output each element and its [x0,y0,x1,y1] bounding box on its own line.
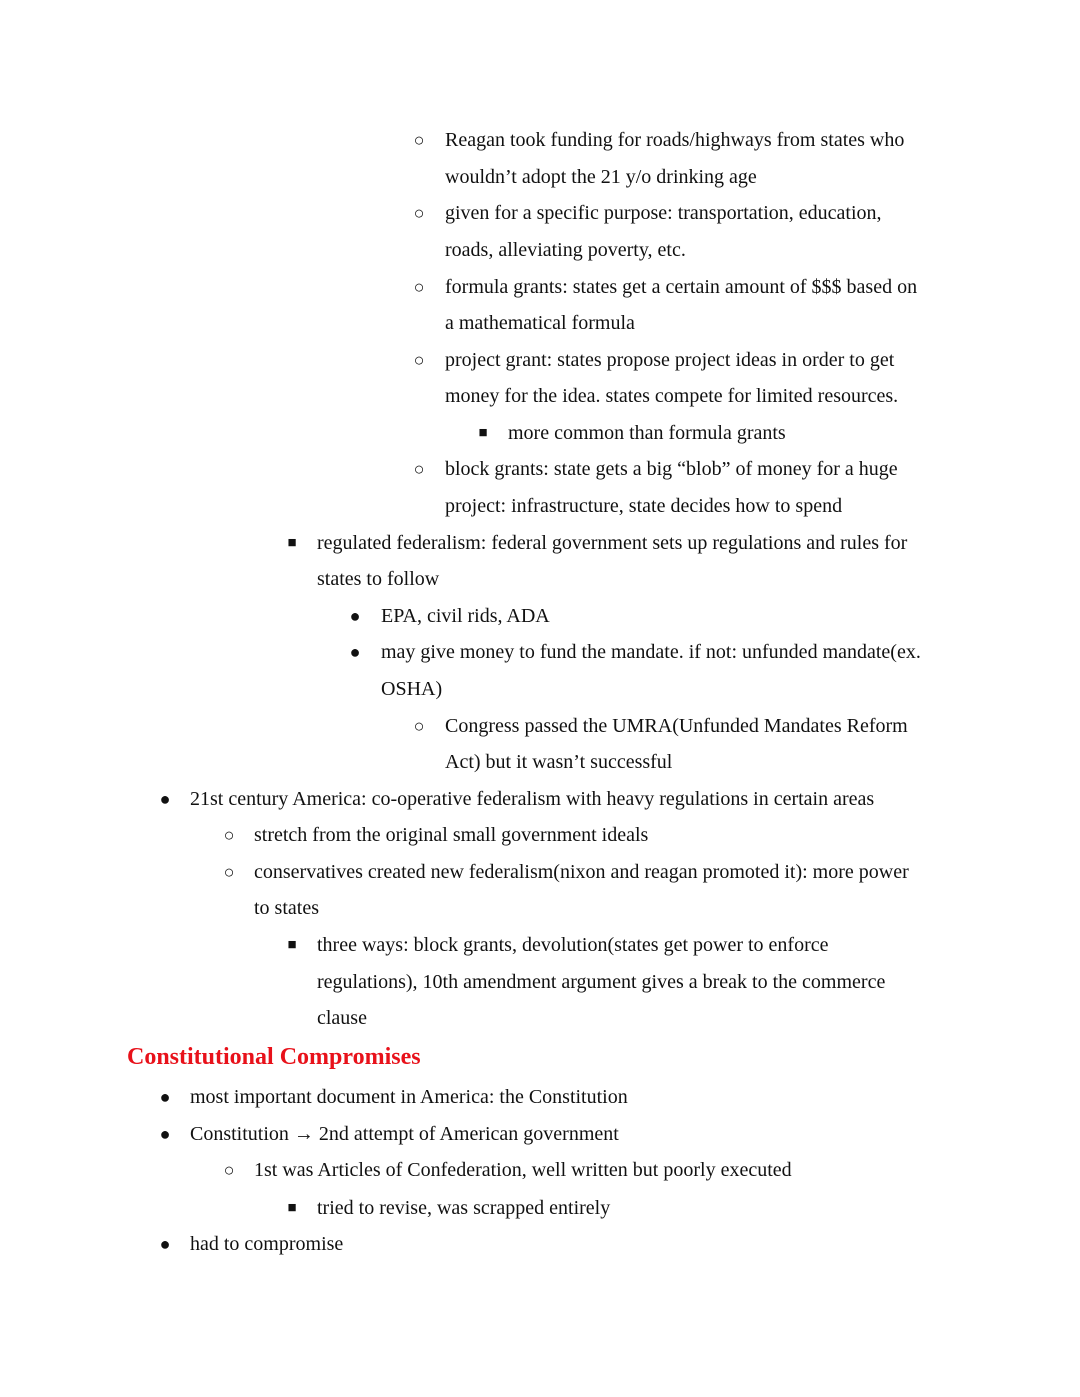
list-item-text: clause [317,1007,367,1029]
list-item-text: 1st was Articles of Confederation, well written but poorly executed [254,1159,792,1181]
list-item-text: OSHA) [381,678,443,700]
list-item-text: more common than formula grants [508,422,786,444]
bullet-square-icon: ■ [287,1200,297,1216]
list-item-text: wouldn’t adopt the 21 y/o drinking age [445,166,757,188]
bullet-disc-icon: ● [159,1234,171,1254]
bullet-disc-icon: ● [159,1124,171,1144]
bullet-circle-icon: ○ [413,350,425,370]
bullet-circle-icon: ○ [223,825,235,845]
list-item-text: conservatives created new federalism(nixon and reagan promoted it): more power [254,861,909,883]
bullet-circle-icon: ○ [223,1160,235,1180]
bullet-circle-icon: ○ [413,716,425,736]
list-item-text: regulations), 10th amendment argument gives a break to the commerce [317,971,886,993]
list-item-text: Reagan took funding for roads/highways from states who [445,129,905,151]
list-item-text: EPA, civil rids, ADA [381,605,550,627]
list-item-text: three ways: block grants, devolution(states get power to enforce [317,934,829,956]
bullet-square-icon: ■ [287,535,297,551]
bullet-circle-icon: ○ [413,130,425,150]
list-item-text: project grant: states propose project ideas in order to get [445,349,895,371]
bullet-square-icon: ■ [478,425,488,441]
list-item-text: 21st century America: co-operative federalism with heavy regulations in certain areas [190,788,875,810]
list-item-text: to states [254,897,319,919]
list-item-text: formula grants: states get a certain amount of $$$ based on [445,276,918,298]
bullet-disc-icon: ● [159,789,171,809]
list-item-text: Constitution → 2nd attempt of American government [190,1123,619,1145]
list-item-text: tried to revise, was scrapped entirely [317,1197,611,1219]
bullet-circle-icon: ○ [413,203,425,223]
list-item-text: may give money to fund the mandate. if not: unfunded mandate(ex. [381,641,921,663]
bullet-disc-icon: ● [349,606,361,626]
list-item-text: most important document in America: the Constitution [190,1086,628,1108]
section-heading: Constitutional Compromises [127,1044,421,1070]
list-item-text: project: infrastructure, state decides how to spend [445,495,843,517]
list-item-text: stretch from the original small government ideals [254,824,649,846]
list-item-text: money for the idea. states compete for limited resources. [445,385,899,407]
list-item-text: block grants: state gets a big “blob” of money for a huge [445,458,898,480]
bullet-circle-icon: ○ [223,862,235,882]
list-item-text: Congress passed the UMRA(Unfunded Mandates Reform [445,715,908,737]
list-item-text: regulated federalism: federal government sets up regulations and rules for [317,532,908,554]
list-item-text: Act) but it wasn’t successful [445,751,673,773]
list-item-text: roads, alleviating poverty, etc. [445,239,686,261]
bullet-square-icon: ■ [287,937,297,953]
bullet-disc-icon: ● [159,1087,171,1107]
list-item-text: given for a specific purpose: transportation, education, [445,202,882,224]
list-item-text: states to follow [317,568,440,590]
list-item-text: had to compromise [190,1233,344,1255]
bullet-disc-icon: ● [349,642,361,662]
bullet-circle-icon: ○ [413,459,425,479]
bullet-circle-icon: ○ [413,277,425,297]
list-item-text: a mathematical formula [445,312,635,334]
